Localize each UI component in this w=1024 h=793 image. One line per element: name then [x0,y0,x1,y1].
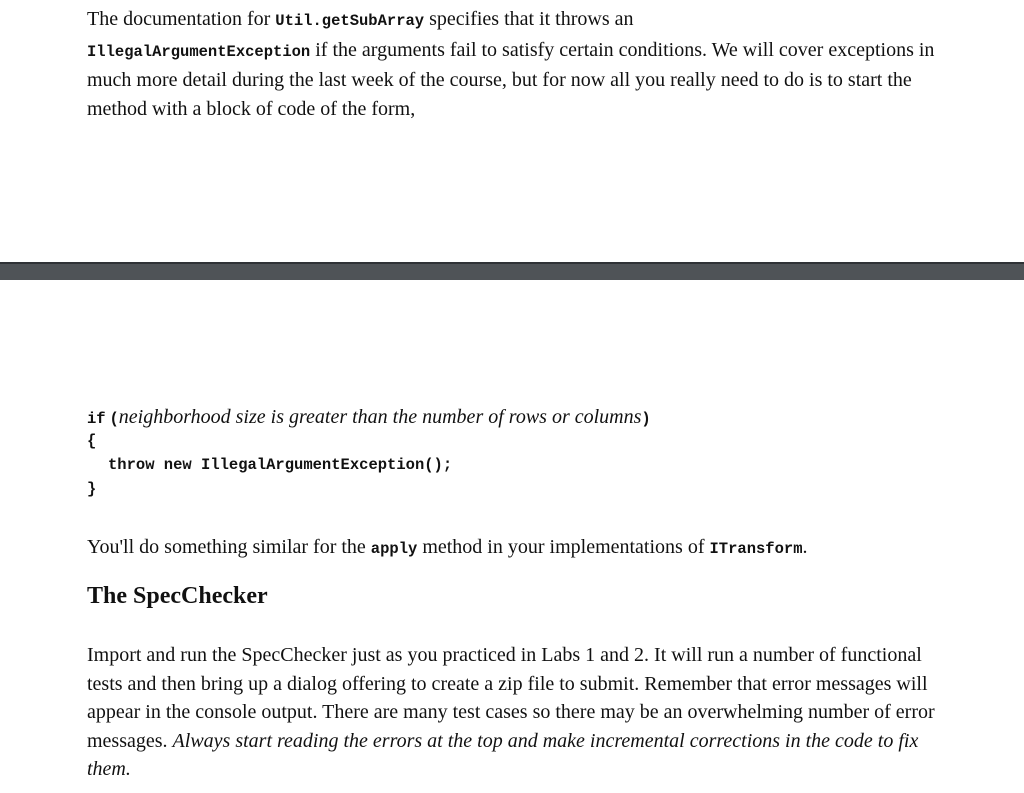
intro-paragraph [87,5,937,123]
apply-text-3: . [802,536,808,558]
code-condition: neighborhood size is greater than the number of rows or columns [118,406,642,428]
specchecker-text: Import and run the SpecChecker just as you practiced in Labs 1 and 2. It will run a number of functional tests and then bring up a dialog offering to create a zip file to submit. Remember that error messages will appear in the console output. There are many test cases so there may be an overwhelming number of error messages. [87,644,935,752]
code-close-paren: ) [641,410,651,428]
page-divider [0,262,1024,280]
code-block [87,405,937,501]
code-close-brace: } [87,480,97,498]
specchecker-emphasis: Always start reading the errors at the top and make incremental corrections in the code to fix them. [87,729,919,780]
intro-text-2: specifies that it throws an [424,8,634,30]
code-util-getsubarray: Util.getSubArray [275,12,425,30]
intro-text-1: The documentation for [87,8,276,30]
apply-text-1: You'll do something similar for the [87,536,371,558]
code-illegalargumentexception: IllegalArgumentException [87,42,311,61]
code-apply: apply [370,540,418,558]
code-open-paren: ( [109,410,119,428]
code-if-keyword: if [87,410,106,428]
code-throw-statement: throw new IllegalArgumentException(); [108,456,453,474]
specchecker-paragraph [87,641,937,784]
code-itransform: ITransform [709,540,803,558]
code-line-if [87,405,937,429]
code-open-brace: { [87,432,97,450]
intro-text-3: if the arguments fail to satisfy certain conditions. We will cover exceptions in much more detail during the last week of the course, but for now all you really need to do is to start the method with a block of code of the form, [87,38,935,120]
apply-paragraph [87,533,937,564]
apply-text-2: method in your implementations of [417,536,710,558]
section-heading: The SpecChecker [87,583,268,609]
